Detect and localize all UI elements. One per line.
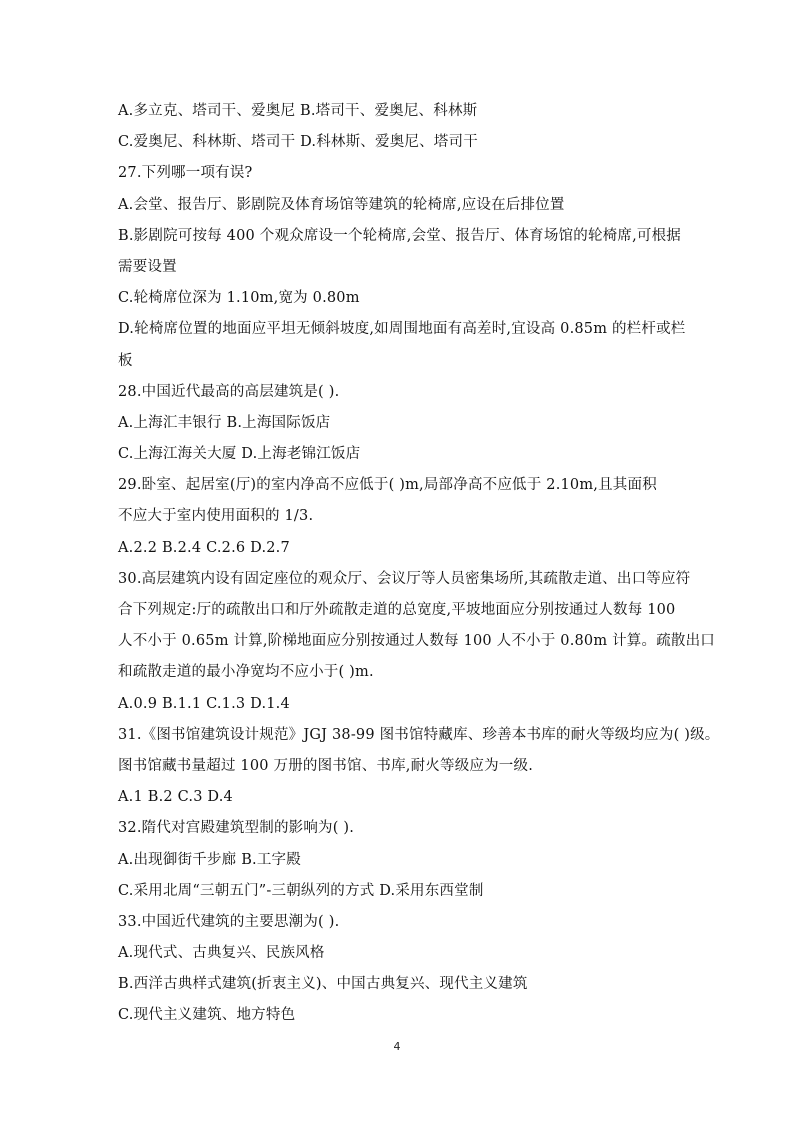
- question-heading: 32.隋代对宫殿建筑型制的影响为( ).: [118, 820, 355, 837]
- text-line: A.1 B.2 C.3 D.4: [118, 789, 233, 806]
- text-line: C.轮椅席位深为 1.10m,宽为 0.80m: [118, 290, 360, 307]
- document-body: [118, 96, 718, 1032]
- text-line: C.现代主义建筑、地方特色: [118, 1007, 296, 1024]
- text-line: A.会堂、报告厅、影剧院及体育场馆等建筑的轮椅席,应设在后排位置: [118, 196, 565, 213]
- page-number: 4: [393, 1040, 401, 1053]
- question-heading: 28.中国近代最高的高层建筑是( ).: [118, 383, 340, 400]
- text-line: 和疏散走道的最小净宽均不应小于( )m.: [118, 664, 374, 681]
- text-line: 板: [118, 352, 133, 369]
- text-line: D.轮椅席位置的地面应平坦无倾斜坡度,如周围地面有高差时,宜设高 0.85m 的栏杆或栏: [118, 321, 686, 338]
- text-line: A.2.2 B.2.4 C.2.6 D.2.7: [118, 539, 290, 556]
- text-line: 人不小于 0.65m 计算,阶梯地面应分别按通过人数每 100 人不小于 0.80m 计算。疏散出口: [118, 633, 716, 650]
- question-heading: 33.中国近代建筑的主要思潮为( ).: [118, 913, 340, 930]
- question-heading: 30.高层建筑内设有固定座位的观众厅、会议厅等人员密集场所,其疏散走道、出口等应符: [118, 570, 691, 587]
- question-heading: 31.《图书馆建筑设计规范》JGJ 38-99 图书馆特藏库、珍善本书库的耐火等级均应为( )级。: [118, 726, 720, 743]
- text-line: C.上海江海关大厦 D.上海老锦江饭店: [118, 446, 361, 463]
- text-line: 合下列规定:厅的疏散出口和厅外疏散走道的总宽度,平坡地面应分别按通过人数每 100: [118, 602, 676, 618]
- text-line: A.0.9 B.1.1 C.1.3 D.1.4: [118, 695, 290, 712]
- text-line: C.爱奥尼、科林斯、塔司干 D.科林斯、爱奥尼、塔司干: [118, 134, 478, 151]
- text-line: A.多立克、塔司干、爱奥尼 B.塔司干、爱奥尼、科林斯: [118, 103, 478, 119]
- text-line: A.现代式、古典复兴、民族风格: [118, 945, 325, 962]
- text-line: B.西洋古典样式建筑(折衷主义)、中国古典复兴、现代主义建筑: [118, 976, 528, 993]
- text-line: C.采用北周“三朝五门”-三朝纵列的方式 D.采用东西堂制: [118, 882, 484, 899]
- text-line: A.上海汇丰银行 B.上海国际饭店: [118, 414, 331, 431]
- text-line: A.出现御街千步廊 B.工字殿: [118, 851, 301, 868]
- question-heading: 27.下列哪一项有误?: [118, 165, 253, 182]
- text-line: 图书馆藏书量超过 100 万册的图书馆、书库,耐火等级应为一级.: [118, 757, 534, 774]
- text-line: B.影剧院可按每 400 个观众席设一个轮椅席,会堂、报告厅、体育场馆的轮椅席,可根据: [118, 227, 681, 244]
- text-line: 不应大于室内使用面积的 1/3.: [118, 508, 314, 525]
- text-line: 需要设置: [118, 258, 177, 275]
- question-heading: 29.卧室、起居室(厅)的室内净高不应低于( )m,局部净高不应低于 2.10m,且其面积: [118, 477, 657, 494]
